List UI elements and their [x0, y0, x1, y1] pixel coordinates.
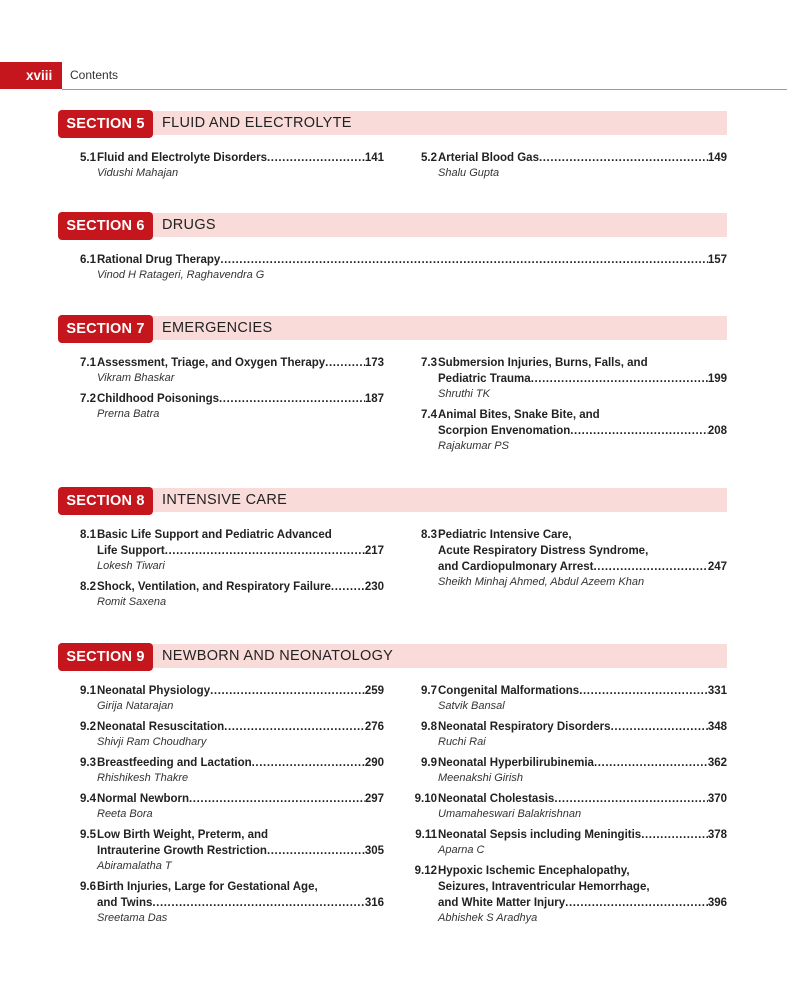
dot-leader	[189, 791, 365, 807]
chapter-title: Neonatal Hyperbilirubinemia	[438, 757, 594, 769]
dot-leader	[220, 252, 707, 268]
page-reference: 217	[364, 545, 384, 557]
chapter-title: Fluid and Electrolyte Disorders	[97, 152, 267, 164]
page-reference: 199	[707, 373, 727, 385]
toc-entry[interactable]	[399, 827, 727, 858]
chapter-number: 9.11	[415, 829, 437, 841]
chapter-author: Romit Saxena	[97, 596, 167, 608]
chapter-title: Intrauterine Growth Restriction	[97, 845, 267, 857]
page-reference: 149	[707, 152, 727, 164]
entry-body	[97, 719, 384, 750]
dot-leader	[325, 355, 365, 371]
section-heading-band	[58, 315, 727, 343]
chapter-author: Shruthi TK	[438, 388, 490, 400]
toc-entry[interactable]	[399, 150, 727, 181]
left-column	[58, 150, 384, 181]
left-column	[58, 683, 384, 926]
dot-leader	[594, 559, 708, 575]
toc-entry[interactable]	[399, 355, 727, 402]
chapter-author: Prerna Batra	[97, 408, 160, 420]
dot-leader	[554, 791, 707, 807]
chapter-author: Rhishikesh Thakre	[97, 772, 189, 784]
chapter-number: 6.1	[80, 254, 96, 266]
chapter-title: Hypoxic Ischemic Encephalopathy,	[438, 865, 630, 877]
toc-entry[interactable]	[399, 755, 727, 786]
chapter-author: Abiramalatha T	[97, 860, 172, 872]
page-reference: 348	[707, 721, 727, 733]
chapter-number: 9.6	[80, 881, 96, 893]
toc-entry[interactable]	[399, 863, 727, 926]
section-title: NEWBORN AND NEONATOLOGY	[162, 648, 394, 664]
section-tag: SECTION 5	[58, 110, 153, 138]
chapter-title: Rational Drug Therapy	[97, 254, 221, 266]
dot-leader	[331, 579, 365, 595]
chapter-number: 8.1	[80, 529, 96, 541]
toc-entry[interactable]	[58, 791, 384, 822]
chapter-title-line	[438, 371, 727, 387]
toc-entry[interactable]	[58, 683, 384, 714]
section-heading-band	[58, 212, 727, 240]
page-reference: 259	[364, 685, 384, 697]
chapter-number: 8.3	[421, 529, 437, 541]
right-column	[399, 683, 727, 926]
chapter-title: Childhood Poisonings	[97, 393, 220, 405]
entry-body	[97, 527, 384, 574]
chapter-number: 8.2	[80, 581, 96, 593]
chapter-title-line	[97, 252, 727, 268]
chapter-title: Neonatal Sepsis including Meningitis	[438, 829, 642, 841]
dot-leader	[165, 543, 365, 559]
right-column	[399, 150, 727, 181]
section-heading-band	[58, 487, 727, 515]
chapter-title-line	[438, 719, 727, 735]
dot-leader	[219, 391, 365, 407]
chapter-author: Umamaheswari Balakrishnan	[438, 808, 582, 820]
chapter-title: Assessment, Triage, and Oxygen Therapy	[97, 357, 326, 369]
chapter-number: 9.9	[421, 757, 437, 769]
chapter-title: Breastfeeding and Lactation	[97, 757, 252, 769]
chapter-title-line	[438, 423, 727, 439]
toc-entry[interactable]	[58, 879, 384, 926]
chapter-title-line	[97, 579, 384, 595]
page-reference: 276	[364, 721, 384, 733]
toc-entry[interactable]	[58, 252, 727, 283]
toc-entry[interactable]	[58, 391, 384, 422]
toc-entry[interactable]	[399, 527, 727, 590]
left-column	[58, 527, 384, 610]
chapter-number: 9.2	[80, 721, 96, 733]
dot-leader	[611, 719, 708, 735]
chapter-number: 9.1	[80, 685, 96, 697]
chapter-title: Acute Respiratory Distress Syndrome,	[438, 545, 649, 557]
chapter-title: Submersion Injuries, Burns, Falls, and	[438, 357, 648, 369]
chapter-title: Neonatal Resuscitation	[97, 721, 225, 733]
page-reference: 305	[364, 845, 384, 857]
chapter-number: 7.2	[80, 393, 96, 405]
entry-body	[438, 791, 727, 822]
toc-entry[interactable]	[58, 719, 384, 750]
toc-entry[interactable]	[58, 827, 384, 874]
page-reference: 297	[364, 793, 384, 805]
chapter-title-line	[438, 355, 727, 371]
chapter-author: Girija Natarajan	[97, 700, 174, 712]
chapter-title-line	[97, 895, 384, 911]
chapter-author: Shalu Gupta	[438, 167, 500, 179]
page-reference: 362	[707, 757, 727, 769]
page-reference: 141	[364, 152, 384, 164]
entry-body	[438, 407, 727, 454]
section-title: EMERGENCIES	[162, 320, 273, 336]
entry-body	[438, 355, 727, 402]
chapter-title: Congenital Malformations	[438, 685, 580, 697]
section-heading-band	[58, 110, 727, 138]
toc-entry[interactable]	[58, 355, 384, 386]
chapter-author: Vikram Bhaskar	[97, 372, 175, 384]
chapter-title: Seizures, Intraventricular Hemorrhage,	[438, 881, 650, 893]
chapter-title-line	[97, 527, 384, 543]
entry-body	[438, 683, 727, 714]
chapter-title: Birth Injuries, Large for Gestational Age,	[97, 881, 318, 893]
dot-leader	[224, 719, 365, 735]
chapter-title: Pediatric Trauma	[438, 373, 531, 385]
chapter-title-line	[438, 879, 727, 895]
chapter-title-line	[97, 150, 384, 166]
page-reference: 331	[707, 685, 727, 697]
chapter-title: Pediatric Intensive Care,	[438, 529, 572, 541]
entry-body	[97, 579, 384, 610]
chapter-author: Aparna C	[438, 844, 485, 856]
chapter-title: Basic Life Support and Pediatric Advanced	[97, 529, 332, 541]
chapter-author: Meenakshi Girish	[438, 772, 523, 784]
chapter-title-line	[438, 791, 727, 807]
chapter-author: Rajakumar PS	[438, 440, 509, 452]
chapter-title: Animal Bites, Snake Bite, and	[438, 409, 600, 421]
page-reference: 290	[364, 757, 384, 769]
chapter-number: 9.4	[80, 793, 96, 805]
dot-leader	[210, 683, 365, 699]
dot-leader	[252, 755, 365, 771]
running-title: Contents	[70, 68, 119, 82]
chapter-title: and Cardiopulmonary Arrest	[438, 561, 594, 573]
left-column	[58, 355, 384, 422]
chapter-number: 5.2	[421, 152, 437, 164]
chapter-title: and White Matter Injury	[438, 897, 566, 909]
chapter-number: 5.1	[80, 152, 96, 164]
chapter-title-line	[97, 355, 384, 371]
right-column	[399, 527, 727, 590]
toc-entry[interactable]	[399, 791, 727, 822]
entry-body	[97, 391, 384, 422]
page-number: xviii	[0, 62, 62, 89]
chapter-title-line	[97, 543, 384, 559]
toc-entry[interactable]	[58, 527, 384, 574]
entry-body	[438, 150, 727, 181]
page-reference: 187	[364, 393, 384, 405]
entry-body	[97, 879, 384, 926]
running-header	[0, 62, 787, 89]
dot-leader	[594, 755, 708, 771]
entry-body	[438, 863, 727, 926]
chapter-author: Lokesh Tiwari	[97, 560, 165, 572]
toc-entry[interactable]	[58, 579, 384, 610]
chapter-number: 9.5	[80, 829, 96, 841]
chapter-title-line	[97, 683, 384, 699]
chapter-number: 7.4	[421, 409, 437, 421]
chapter-number: 7.1	[80, 357, 96, 369]
chapter-author: Reeta Bora	[97, 808, 153, 820]
section-title: DRUGS	[162, 217, 216, 233]
section-tag: SECTION 6	[58, 212, 153, 240]
entry-body	[97, 355, 384, 386]
chapter-author: Satvik Bansal	[438, 700, 505, 712]
toc-entry[interactable]	[58, 150, 384, 181]
chapter-title-line	[97, 827, 384, 843]
section-tag: SECTION 7	[58, 315, 153, 343]
page-reference: 370	[707, 793, 727, 805]
entry-body	[438, 527, 727, 590]
chapter-title-line	[97, 719, 384, 735]
chapter-author: Vidushi Mahajan	[97, 167, 179, 179]
page-reference: 247	[707, 561, 727, 573]
page-reference: 396	[707, 897, 727, 909]
chapter-title-line	[438, 150, 727, 166]
page-reference: 316	[364, 897, 384, 909]
chapter-number: 9.7	[421, 685, 437, 697]
dot-leader	[152, 895, 364, 911]
chapter-number: 9.3	[80, 757, 96, 769]
chapter-title-line	[438, 527, 727, 543]
chapter-title-line	[97, 755, 384, 771]
chapter-number: 9.8	[421, 721, 437, 733]
entry-body	[438, 755, 727, 786]
dot-leader	[641, 827, 708, 843]
dot-leader	[267, 843, 365, 859]
chapter-title: Low Birth Weight, Preterm, and	[97, 829, 269, 841]
section-heading-band	[58, 643, 727, 671]
chapter-title: Life Support	[97, 545, 165, 557]
chapter-number: 7.3	[421, 357, 437, 369]
chapter-number: 9.12	[414, 865, 437, 877]
chapter-number: 9.10	[414, 793, 437, 805]
chapter-title-line	[97, 791, 384, 807]
dot-leader	[267, 150, 365, 166]
chapter-title-line	[438, 683, 727, 699]
dot-leader	[570, 423, 708, 439]
chapter-author: Abhishek S Aradhya	[438, 912, 538, 924]
entry-body	[97, 683, 384, 714]
chapter-title: Neonatal Cholestasis	[438, 793, 555, 805]
chapter-title: and Twins	[97, 897, 153, 909]
header-rule	[62, 89, 787, 90]
dot-leader	[579, 683, 708, 699]
entry-body	[97, 150, 384, 181]
chapter-title-line	[438, 559, 727, 575]
page-reference: 208	[707, 425, 727, 437]
entry-body	[97, 791, 384, 822]
page-reference: 378	[707, 829, 727, 841]
section-title: FLUID AND ELECTROLYTE	[162, 115, 352, 131]
chapter-title-line	[438, 863, 727, 879]
section-tag: SECTION 8	[58, 487, 153, 515]
entry-body	[438, 827, 727, 858]
toc-entry[interactable]	[399, 407, 727, 454]
chapter-author: Vinod H Ratageri, Raghavendra G	[97, 269, 265, 281]
chapter-title-line	[438, 755, 727, 771]
chapter-title-line	[97, 879, 384, 895]
chapter-title: Arterial Blood Gas	[438, 152, 539, 164]
toc-entry[interactable]	[399, 683, 727, 714]
chapter-title: Neonatal Respiratory Disorders	[438, 721, 611, 733]
page-reference: 173	[364, 357, 384, 369]
toc-entry[interactable]	[399, 719, 727, 750]
chapter-title-line	[438, 827, 727, 843]
chapter-title: Scorpion Envenomation	[438, 425, 571, 437]
dot-leader	[539, 150, 708, 166]
entry-body	[438, 719, 727, 750]
chapter-title: Normal Newborn	[97, 793, 190, 805]
toc-entry[interactable]	[58, 755, 384, 786]
page-reference: 230	[364, 581, 384, 593]
full-column	[58, 252, 727, 283]
section-tag: SECTION 9	[58, 643, 153, 671]
right-column	[399, 355, 727, 454]
entry-body	[97, 827, 384, 874]
page-reference: 157	[707, 254, 727, 266]
chapter-title-line	[438, 895, 727, 911]
chapter-title: Neonatal Physiology	[97, 685, 211, 697]
chapter-title-line	[438, 407, 727, 423]
chapter-title: Shock, Ventilation, and Respiratory Failure	[97, 581, 331, 593]
chapter-title-line	[97, 391, 384, 407]
entry-body	[97, 755, 384, 786]
chapter-author: Sreetama Das	[97, 912, 168, 924]
chapter-author: Sheikh Minhaj Ahmed, Abdul Azeem Khan	[438, 576, 645, 588]
dot-leader	[531, 371, 708, 387]
section-title: INTENSIVE CARE	[162, 492, 288, 508]
chapter-title-line	[438, 543, 727, 559]
entry-body	[97, 252, 727, 283]
chapter-author: Shivji Ram Choudhary	[97, 736, 207, 748]
chapter-title-line	[97, 843, 384, 859]
chapter-author: Ruchi Rai	[438, 736, 486, 748]
dot-leader	[565, 895, 708, 911]
